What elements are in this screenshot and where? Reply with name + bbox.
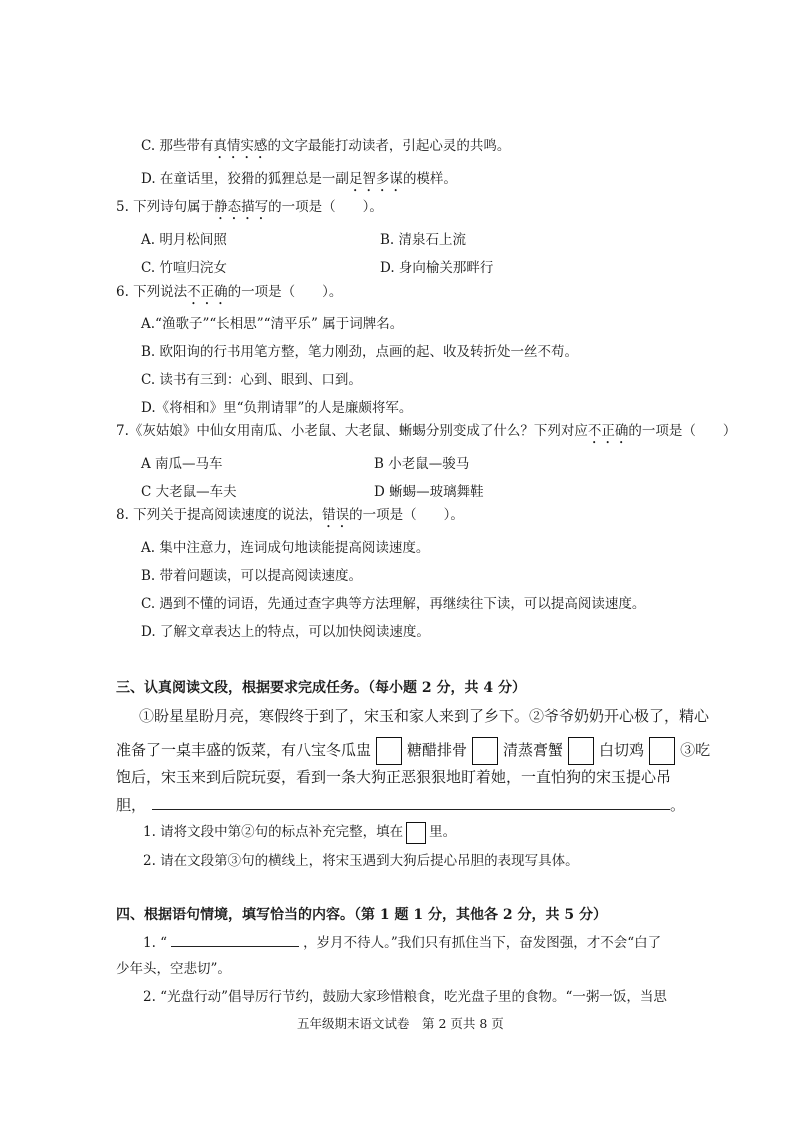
passage-line-2 <box>116 736 710 765</box>
text: 。 <box>670 796 686 814</box>
text: 的文字最能打动读者，引起心灵的共鸣。 <box>267 138 511 154</box>
text: 的模样。 <box>402 171 457 187</box>
text: ，岁月不待人。”我们只有抓住当下，奋发图强，才不会“白了 <box>303 935 662 951</box>
section3-title: 三、认真阅读文段，根据要求完成任务。（每小题 2 分，共 4 分） <box>116 680 526 696</box>
emphasized-text: 足智多谋 <box>348 171 403 187</box>
text: 糖醋排骨 <box>407 741 468 759</box>
passage-line-3: 饱后，宋玉来到后院玩耍，看到一条大狗正恶狠狠地盯着她，一直怕狗的宋玉提心吊 <box>116 768 672 786</box>
q6-option-d: D.《将相和》里“负荆请罪”的人是廉颇将军。 <box>141 400 413 416</box>
answer-blank-line[interactable] <box>152 795 670 810</box>
punctuation-box-4[interactable] <box>649 737 675 765</box>
section4-q1-line-2: 少年头，空悲切”。 <box>116 961 231 977</box>
text: 里。 <box>429 824 457 840</box>
text: 1. “ <box>143 935 168 951</box>
example-box <box>406 822 426 844</box>
q5-option-c: C. 竹喧归浣女 <box>141 260 227 276</box>
emphasized-text: 不正确 <box>187 284 228 300</box>
q4-option-d <box>141 169 457 195</box>
q7-option-a: A 南瓜—马车 <box>141 456 223 472</box>
q6-option-a: A.“渔歌子”“长相思”“清平乐” 属于词牌名。 <box>141 316 404 332</box>
q5-option-d: D. 身向榆关那畔行 <box>380 260 494 276</box>
text: 的一项是（ ）。 <box>227 284 343 300</box>
q7-option-d: D 蜥蜴—玻璃舞鞋 <box>374 484 484 500</box>
q8-stem <box>116 505 464 531</box>
section4-title: 四、根据语句情境，填写恰当的内容。（第 1 题 1 分，其他各 2 分，共 5 分） <box>116 907 607 923</box>
q7-option-c: C 大老鼠—车夫 <box>141 484 237 500</box>
section3-task-1 <box>143 820 456 844</box>
section3-task-2: 2. 请在文段第③句的横线上，将宋玉遇到大狗后提心吊胆的表现写具体。 <box>143 853 579 869</box>
punctuation-box-1[interactable] <box>376 737 402 765</box>
text: 的一项是（ ）。 <box>349 507 464 523</box>
q8-option-b: B. 带着问题读，可以提高阅读速度。 <box>141 568 363 584</box>
punctuation-box-3[interactable] <box>568 737 594 765</box>
text: 7.《灰姑娘》中仙女用南瓜、小老鼠、大老鼠、蜥蜴分别变成了什么？下列对应 <box>116 423 588 439</box>
emphasized-text: 不正确 <box>587 423 629 439</box>
text: 5. 下列诗句属于 <box>116 199 215 215</box>
q8-option-a: A. 集中注意力，连词成句地读能提高阅读速度。 <box>141 540 430 556</box>
q6-option-c: C. 读书有三到：心到、眼到、口到。 <box>141 372 362 388</box>
emphasized-text: 错误 <box>322 507 350 523</box>
fill-in-blank[interactable] <box>171 932 299 947</box>
text: C. 那些带有 <box>141 138 214 154</box>
text: 8. 下列关于提高阅读速度的说法， <box>116 507 323 523</box>
section4-q2: 2. “光盘行动”倡导厉行节约，鼓励大家珍惜粮食，吃光盘子里的食物。“一粥一饭，当思 <box>143 989 667 1005</box>
q5-option-a: A. 明月松间照 <box>141 232 227 248</box>
text: ③吃 <box>680 741 711 759</box>
passage-line-4 <box>116 795 685 815</box>
q5-stem <box>116 197 383 223</box>
text: D. 在童话里，狡猾的狐狸总是一副 <box>141 171 349 187</box>
text: 准备了一桌丰盛的饭菜，有八宝冬瓜盅 <box>116 741 372 759</box>
section4-q1-line-1 <box>143 932 661 953</box>
page-footer: 五年级期末语文试卷 第 2 页共 8 页 <box>297 1016 504 1031</box>
text: 1. 请将文段中第②句的标点补充完整，填在 <box>143 824 404 840</box>
text: 6. 下列说法 <box>116 284 188 300</box>
emphasized-text: 真情实感 <box>213 138 268 154</box>
q8-option-d: D. 了解文章表达上的特点，可以加快阅读速度。 <box>141 624 430 640</box>
q7-stem <box>116 421 736 447</box>
q6-stem <box>116 282 342 308</box>
text: 的一项是（ ） <box>628 423 737 439</box>
passage-line-1: ①盼星星盼月亮，寒假终于到了，宋玉和家人来到了乡下。②爷爷奶奶开心极了，精心 <box>139 707 710 725</box>
q7-option-b: B 小老鼠—骏马 <box>374 456 470 472</box>
q6-option-b: B. 欧阳询的行书用笔方整，笔力刚劲，点画的起、收及转折处一丝不苟。 <box>141 344 579 360</box>
text: 清蒸膏蟹 <box>503 741 564 759</box>
q5-option-b: B. 清泉石上流 <box>380 232 467 248</box>
emphasized-text: 静态描写 <box>214 199 269 215</box>
text: 的一项是（ ）。 <box>268 199 383 215</box>
q4-option-c <box>141 136 510 162</box>
text: 白切鸡 <box>599 741 645 759</box>
q8-option-c: C. 遇到不懂的词语，先通过查字典等方法理解，再继续往下读，可以提高阅读速度。 <box>141 596 646 612</box>
punctuation-box-2[interactable] <box>472 737 498 765</box>
text: 胆， <box>116 796 147 814</box>
